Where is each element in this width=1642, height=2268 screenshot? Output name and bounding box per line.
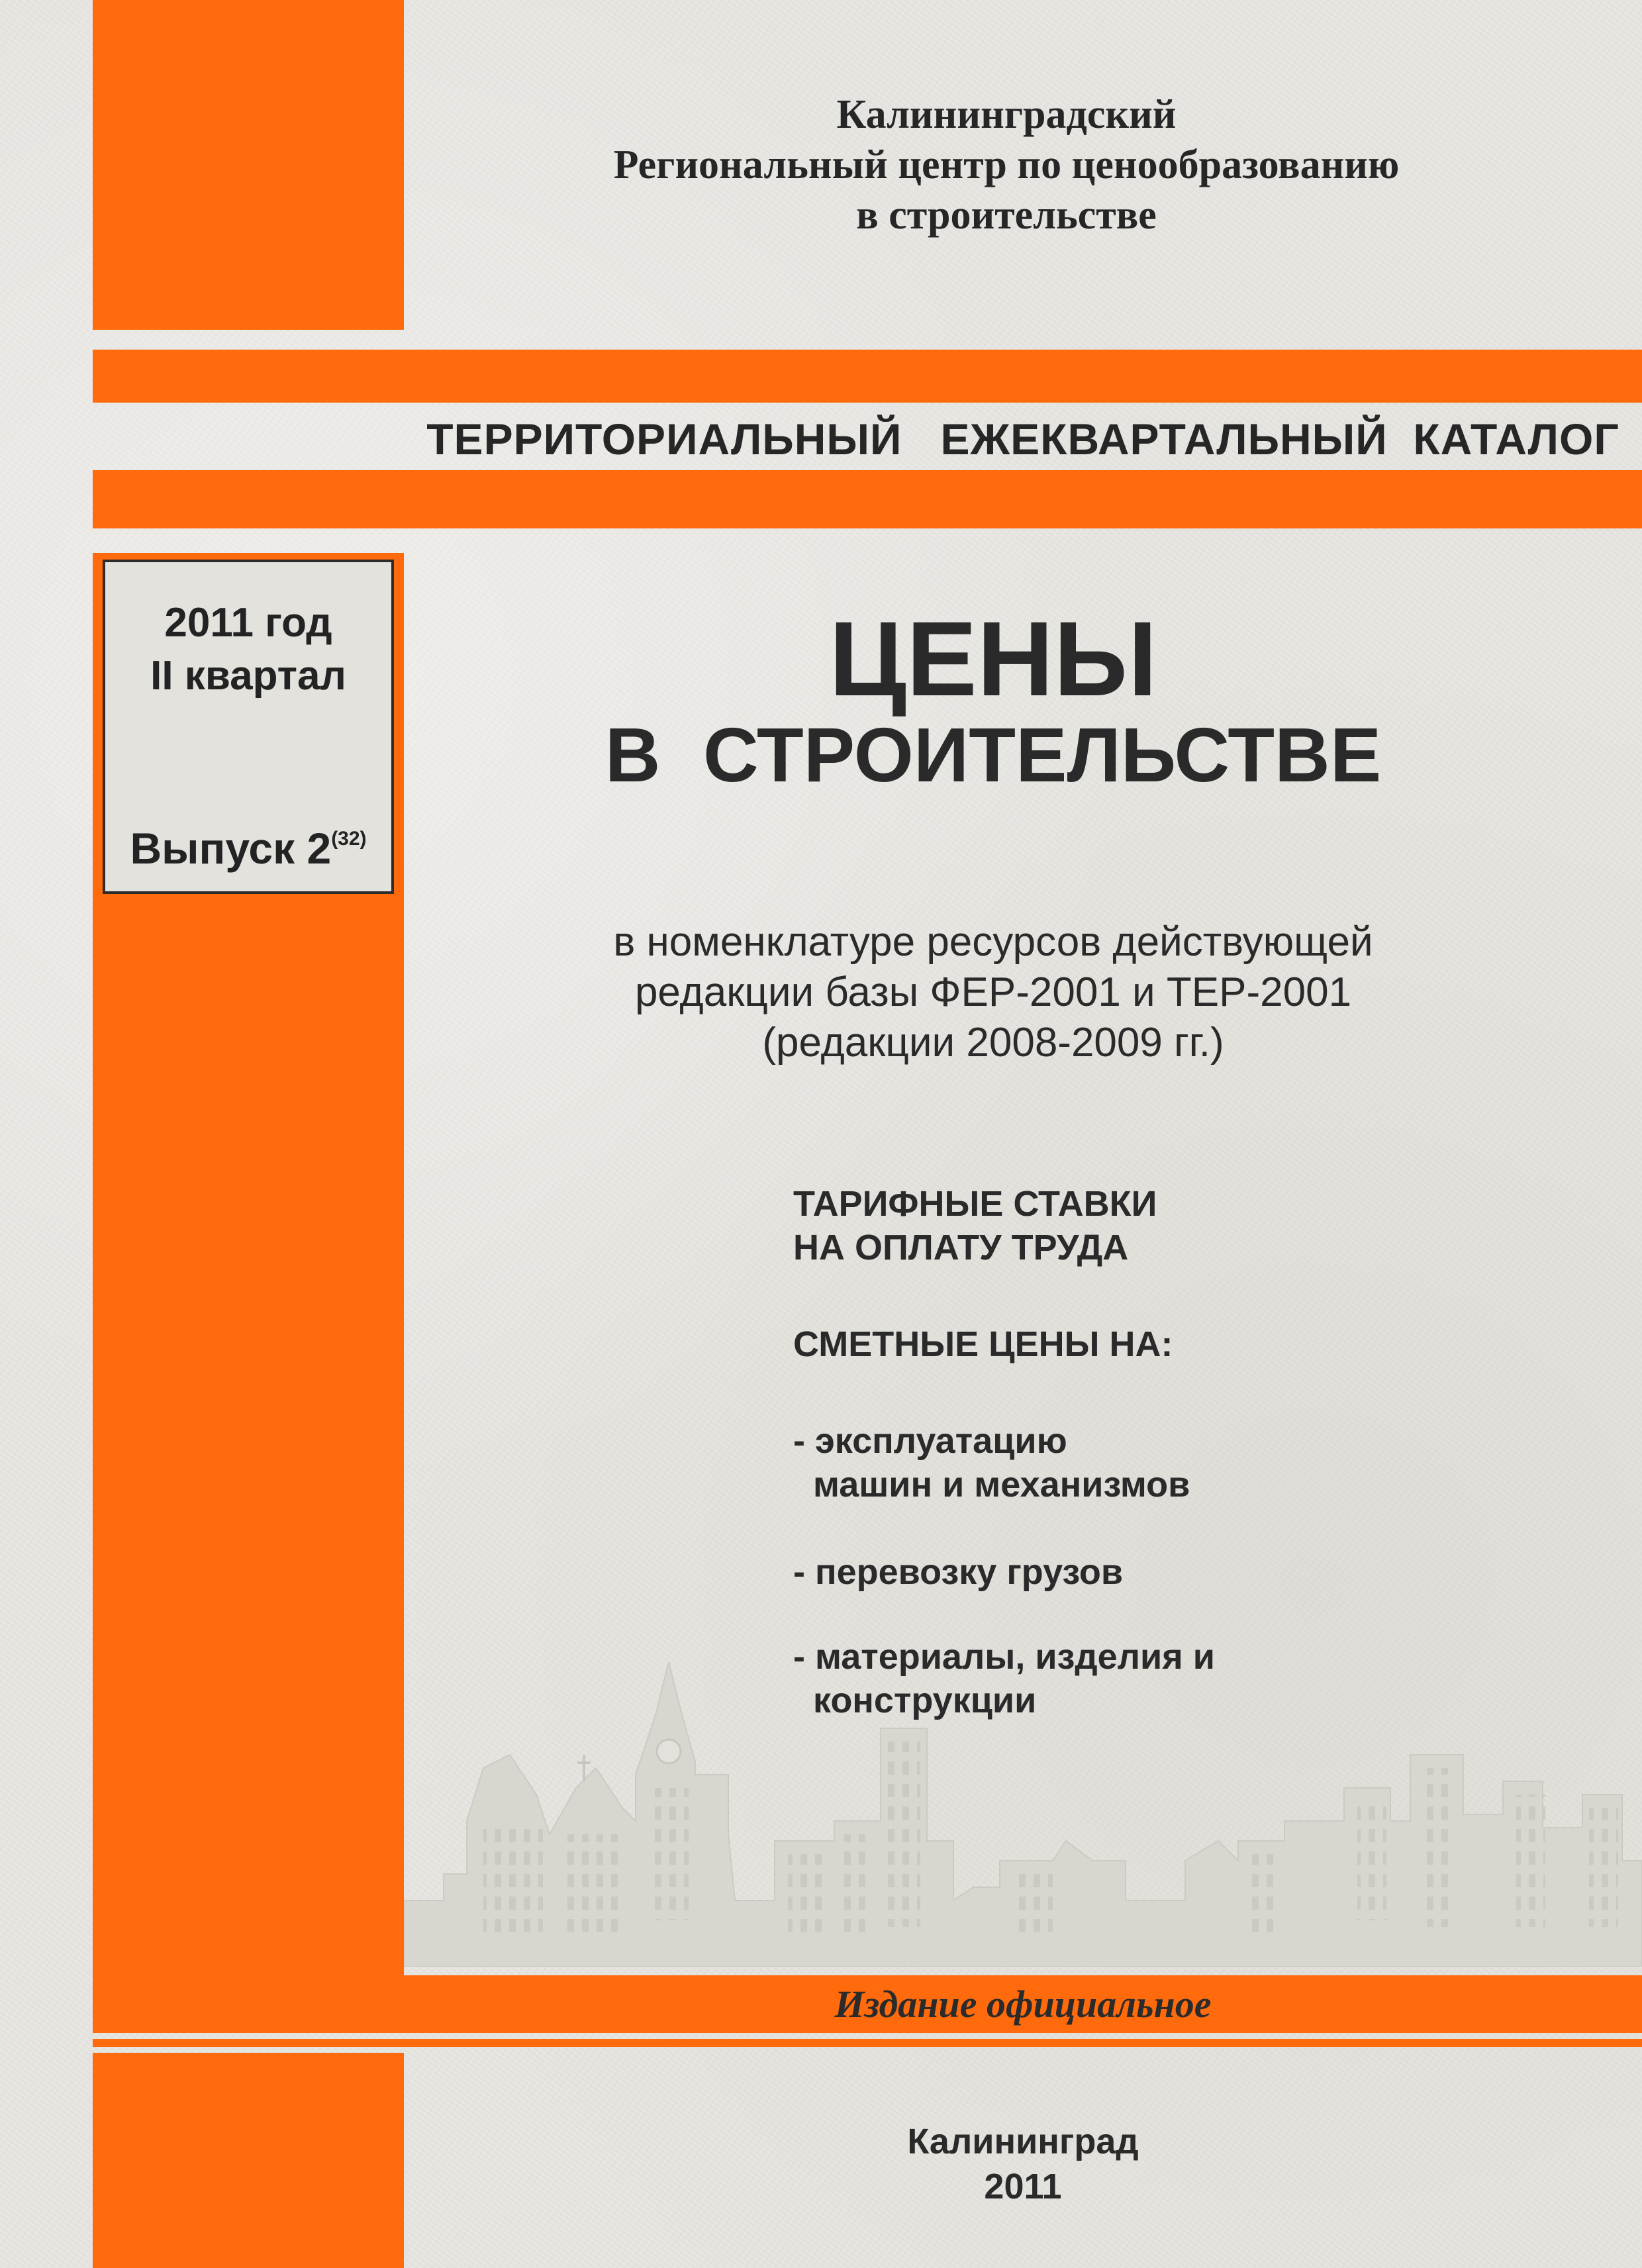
item-3-line-2: конструкции (793, 1681, 1037, 1720)
footer-year: 2011 (984, 2167, 1062, 2206)
orange-block-top (93, 0, 404, 330)
issue-number (105, 813, 391, 875)
publisher-name (437, 89, 1576, 240)
subtitle-line-1: в номенклатуре ресурсов действующей (613, 919, 1373, 965)
publisher-line-2: Региональный центр по ценообразованию (613, 142, 1400, 187)
issue-box (103, 560, 394, 894)
issue-quarter: II квартал (150, 653, 346, 699)
orange-band-upper (93, 350, 1642, 403)
official-edition: Издание официальное (834, 1983, 1212, 2026)
issue-year: 2011 год (164, 600, 332, 646)
issue-number-label: Выпуск 2 (130, 824, 332, 873)
item-1-line-1: - эксплуатацию (793, 1421, 1067, 1461)
subtitle-line-3: (редакции 2008-2009 гг.) (762, 1020, 1224, 1065)
catalog-title: ТЕРРИТОРИАЛЬНЫЙ ЕЖЕКВАРТАЛЬНЫЙ КАТАЛОГ (426, 415, 1619, 464)
footer-imprint (404, 2119, 1642, 2209)
publisher-line-1: Калининградский (836, 92, 1177, 137)
tariff-line-1: ТАРИФНЫЕ СТАВКИ (793, 1184, 1157, 1224)
city-skyline-illustration (404, 1622, 1642, 1967)
orange-thin-band (93, 2039, 1642, 2047)
item-1-line-2: машин и механизмов (793, 1465, 1190, 1504)
issue-number-sup: (32) (331, 828, 367, 850)
subtitle (410, 917, 1576, 1068)
publisher-line-3: в строительстве (856, 193, 1157, 238)
orange-band-lower (93, 470, 1642, 528)
footer-city: Калининград (907, 2122, 1139, 2161)
prices-heading: СМЕТНЫЕ ЦЕНЫ НА: (793, 1324, 1173, 1364)
item-2: - перевозку грузов (793, 1552, 1124, 1592)
subtitle-line-2: редакции базы ФЕР-2001 и ТЕР-2001 (634, 969, 1352, 1015)
main-title-line-1: ЦЕНЫ (829, 599, 1157, 718)
tariff-line-2: НА ОПЛАТУ ТРУДА (793, 1228, 1129, 1267)
orange-block-bottom (93, 2053, 404, 2268)
item-3-line-1: - материалы, изделия и (793, 1637, 1215, 1677)
main-title-line-2: В СТРОИТЕЛЬСТВЕ (604, 712, 1382, 798)
